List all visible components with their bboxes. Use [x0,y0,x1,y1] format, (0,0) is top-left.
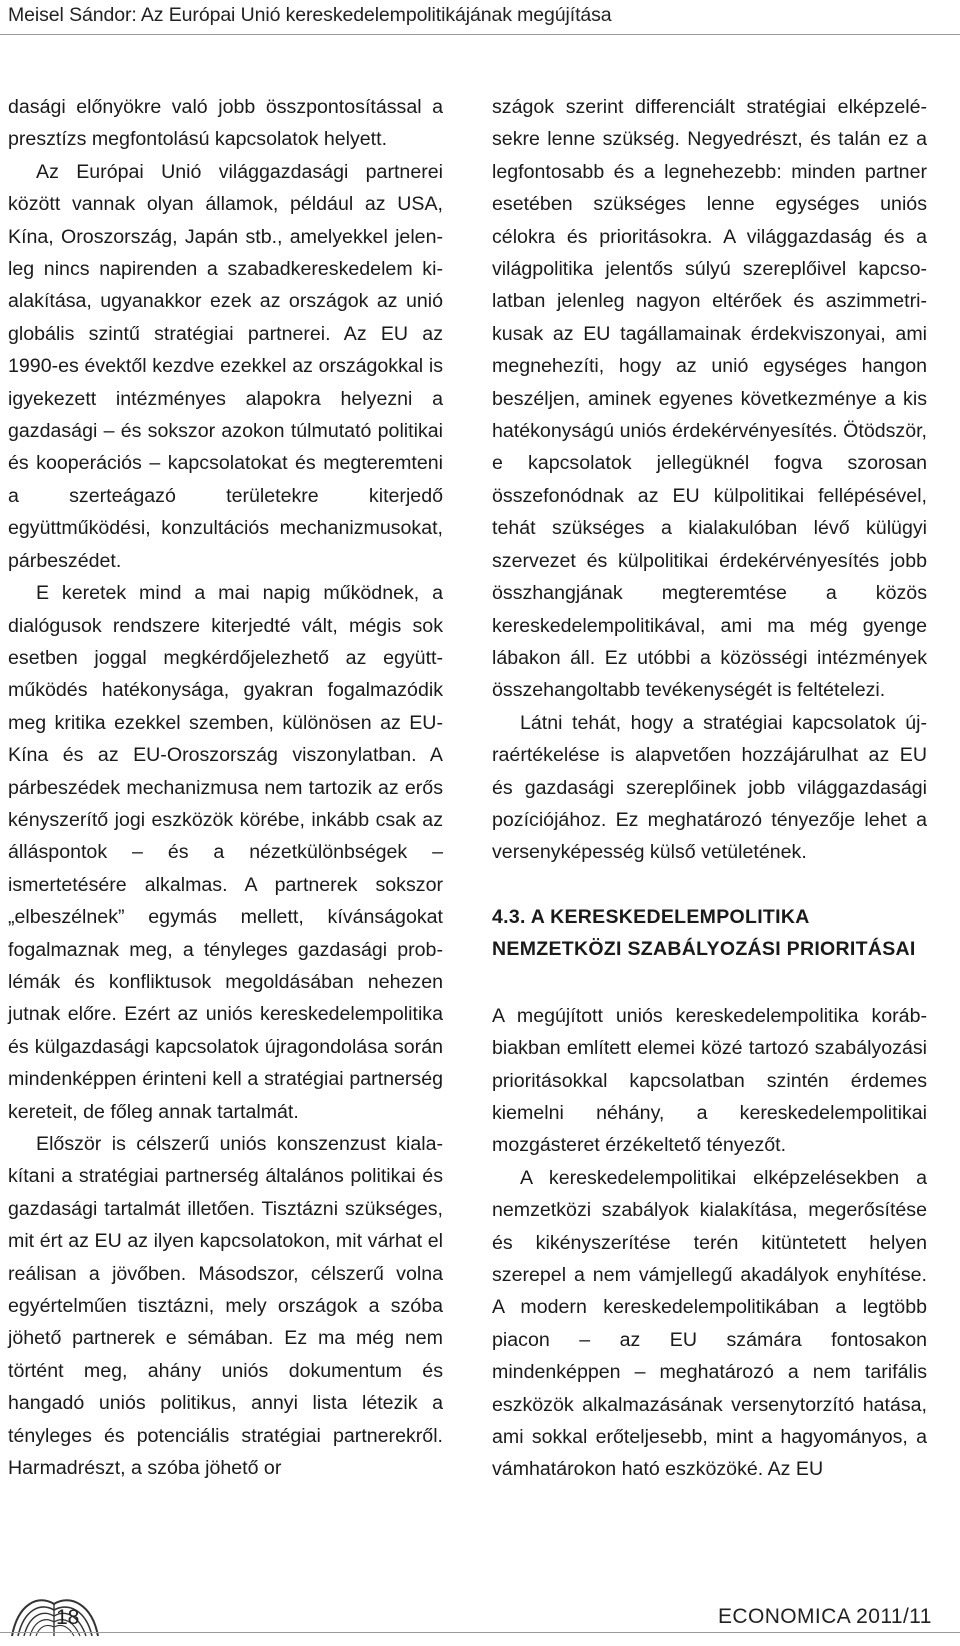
section-heading-line: NEMZETKÖZI SZABÁLYOZÁSI PRIORITÁSAI [492,938,916,961]
footer-divider [0,1632,960,1633]
paragraph: Először is célszerű uniós konszenzust kialakítani a stratégiai partnerség általános politikai és gazdasági tartalmát illetően. Tisztázni szükséges, mit ért az EU az ilyen kapcsolatokon, mit várhat el reálisan a jövőben. Másodszor, célszerű volna egyértelműen tisztázni, mely országok a szóba jöhető partnerek e sémában. Ez ma még nem történt meg, ahány uniós dokumentum és hangadó uniós politikus, annyi lista létezik a tényleges és potenciális stratégiai partnerekről. Harmadrészt, a szóba jöhető or [8,1133,443,1480]
section-heading [492,901,927,966]
page-number: 18 [56,1606,80,1629]
paragraph: Látni tehát, hogy a stratégiai kapcsolatok újraértékelése is alapvetően hozzájárulhat az EU és gazdasági szereplőinek jobb világgazdasági pozíciójához. Ez meghatározó tényezője lehet a versenyképesség külső vetületének. [492,711,927,864]
running-header [0,0,960,38]
left-column [8,91,443,1484]
paragraph: A kereskedelempolitikai elképzelésekben a nemzetközi szabályok kialakítása, megerősítése és kikényszerítése terén kitüntetett helyen szerepel a nem vámjellegű akadályok enyhítése. A modern kereskedelempolitikában a legtöbb piacon – az EU számára fontosakon mindenképpen – meghatározó a nem tarifális eszközök alkalmazásának versenytorzító hatása, ami sokkal erőteljesebb, mint a hagyományos, a vámhatárokon ható eszközöké. Az EU [492,1166,927,1481]
paragraph: A megújított uniós kereskedelempolitika korábbiakban említett elemei közé tartozó szabályozási prioritásokkal kapcsolatban szintén érdemes kiemelni néhány, a kereskedelempolitikai mozgásteret érzékeltető tényezőt. [492,1004,927,1157]
paragraph: dasági előnyökre való jobb összpontosítással a presztízs megfontolású kapcsolatok helyett. [8,96,443,151]
book-icon [8,1564,102,1638]
running-title: Meisel Sándor: Az Európai Unió kereskedelempolitikájának megújítása [8,4,612,26]
paragraph: szágok szerint differenciált stratégiai elképzelésekre lenne szükség. Negyedrészt, és talán ez a legfontosabb és a legnehezebb: minden partner esetében szükséges lenne egységes uniós célokra és prioritásokra. A világgazdaság és a világpolitika jelentős súlyú szereplőivel kapcsolatban jelenleg nagyon eltérőek és aszimmetrikusak az EU tagállamainak érdekviszonyai, ami megnehezíti, hogy az unió egységes hangon beszéljen, aminek egyenes következménye a kis hatékonyságú uniós érdekérvényesítés. Ötödször, e kapcsolatok jellegüknél fogva szorosan összefonódnak az EU külpolitikai fellépésével, tehát szükséges a kialakulóban lévő külügyi szervezet és külpolitikai érdekérvényesítés jobb összhangjának megteremtése a közös kereskedelempolitikával, ami ma még gyenge lábakon áll. Ez utóbbi a közösségi intézmények összehangoltabb tevékenységét is feltételezi. [492,96,927,702]
right-column [492,91,927,1486]
paragraph: E keretek mind a mai napig működnek, a dialógusok rendszere kiterjedté vált, mégis sok esetben joggal megkérdőjelezhető az együttműködés hatékonysága, gyakran fogalmazódik meg kritika ezekkel szemben, különösen az EU-Kína és az EU-Oroszország viszonylatban. A párbeszédek mechanizmusa nem tartozik az erős kényszerítő jogi eszközök körébe, inkább csak az álláspontok – és a nézetkülönbségek – ismertetésére alkalmas. A partnerek sokszor „elbeszélnek” egymás mellett, kívánságokat fogalmaznak meg, a tényleges gazdasági problémák és konfliktusok megoldásában nehezen jutnak előre. Ezért az uniós kereskedelempolitika és külgazdasági kapcsolatok újragondolása során mindenképpen érinteni kell a stratégiai partnerség kereteit, de főleg annak tartalmát. [8,582,443,1123]
section-heading-line: 4.3. A KERESKEDELEMPOLITIKA [492,905,810,928]
paragraph: Az Európai Unió világgazdasági partnerei között vannak olyan államok, például az USA, Kína, Oroszország, Japán stb., amelyekkel jelenleg nincs napirenden a szabadkereskedelem kialakítása, ugyanakkor ezek az országok az unió globális szintű stratégiai partnerei. Az EU az 1990-es évektől kezdve ezekkel az országokkal is igyekezett intézményes alapokra helyezni a gazdasági – és sokszor azokon túlmutató politikai és kooperációs – kapcsolatokat és megteremteni a szerteágazó területekre kiterjedő együttműködési, konzultációs mechanizmusokat, párbeszédet. [8,160,443,572]
header-divider [0,34,960,35]
journal-issue: ECONOMICA 2011/11 [718,1605,932,1628]
